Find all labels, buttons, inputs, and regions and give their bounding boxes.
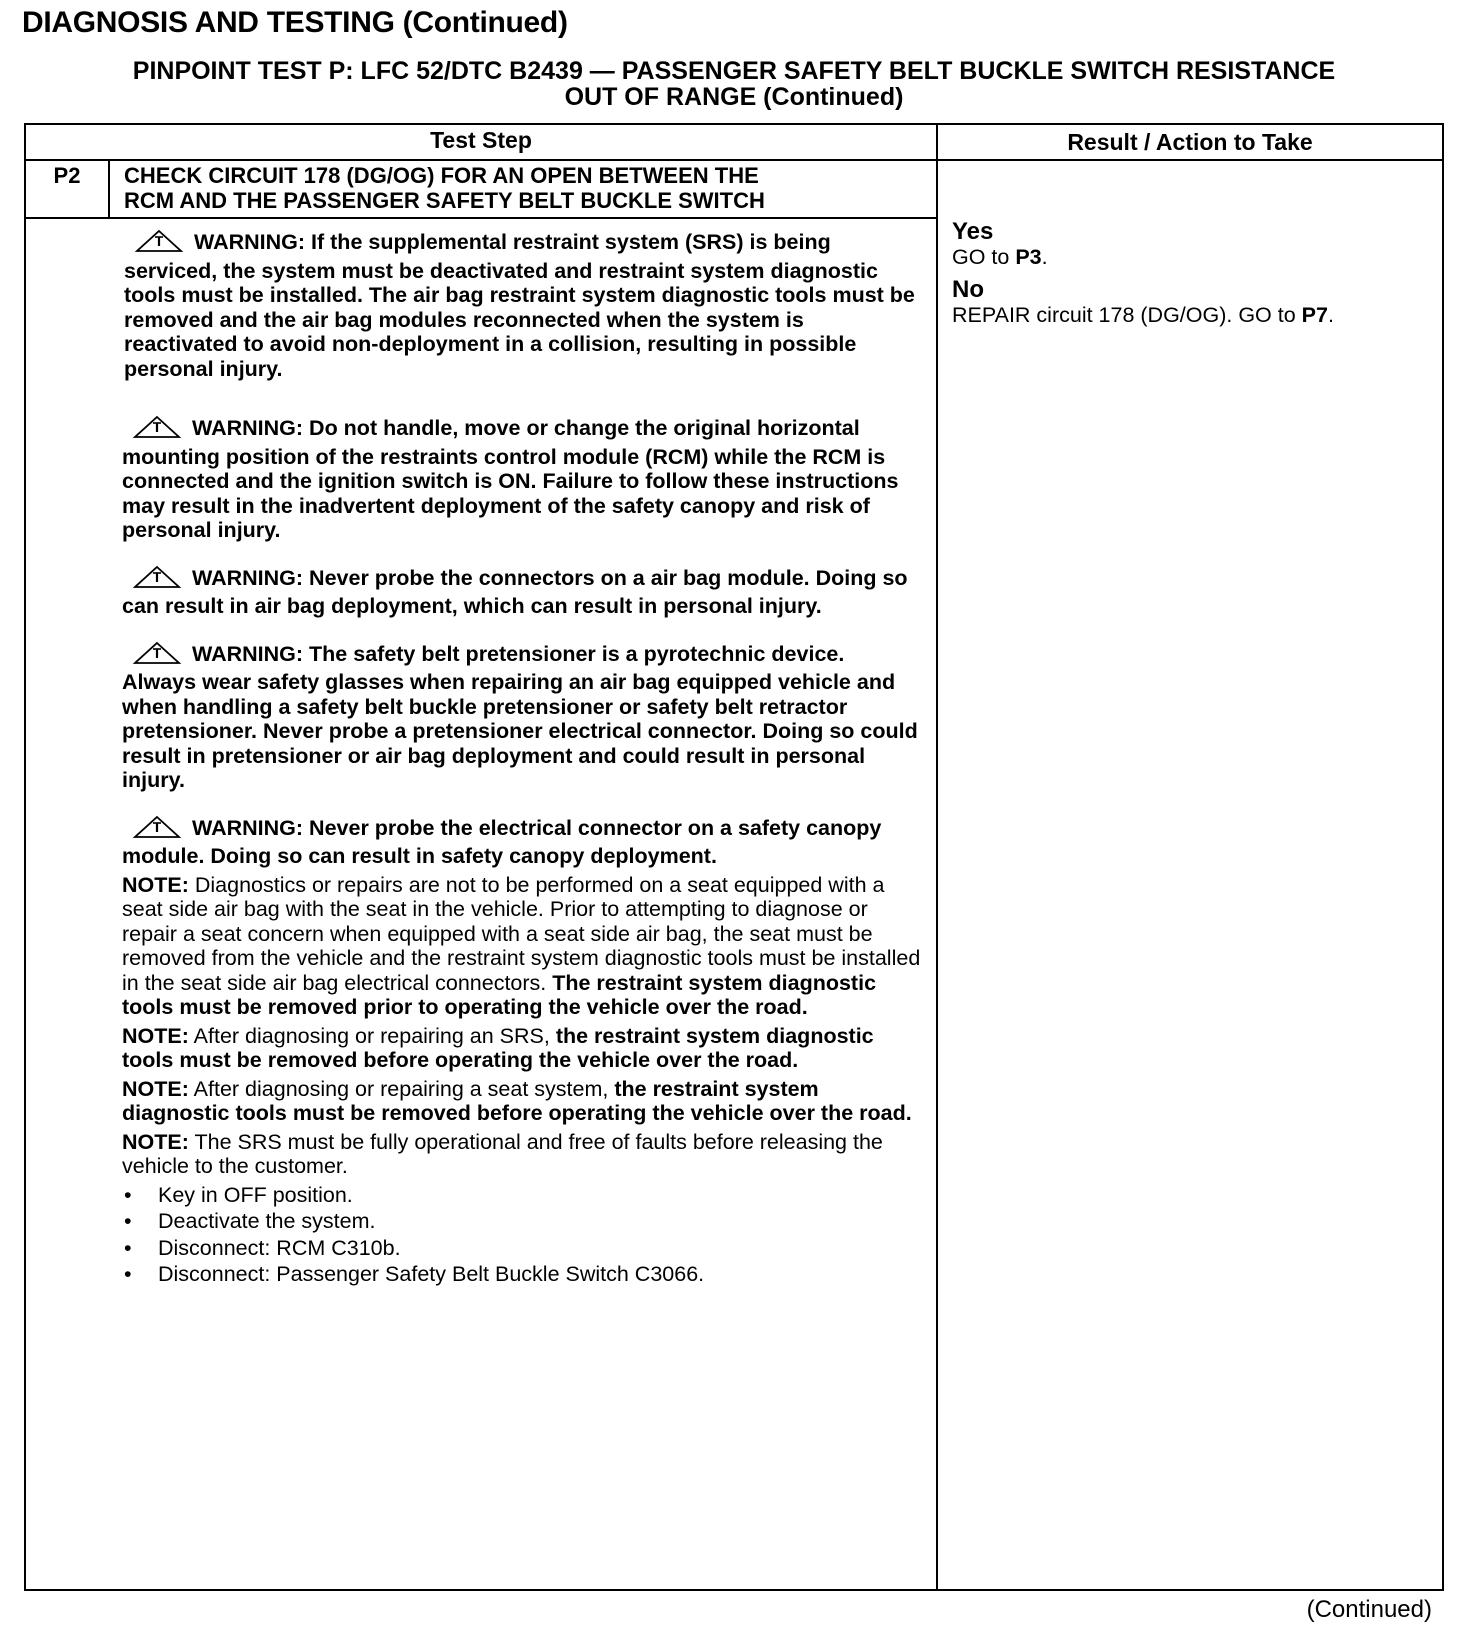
action-text: REPAIR circuit 178 (DG/OG). GO to (952, 303, 1302, 327)
header-test-step: Test Step (430, 127, 532, 153)
note-text: Diagnostics or repairs are not to be performed on a seat equipped with a seat side air bag with the seat in the vehicle. Prior to attempting to diagnose or repair a seat concern when equipped with a seat side air bag, the seat must be removed from the vehicle and the restraint system diagnostic tools must be installed in the seat side air bag electrical connectors. (122, 872, 921, 995)
list-item (122, 1262, 922, 1287)
table-header-row (26, 125, 1442, 161)
page-heading: DIAGNOSIS AND TESTING (Continued) (22, 6, 568, 39)
note-emphasis: The restraint system diagnostic tools must be removed prior to operating the vehicle over the road. (122, 970, 877, 1019)
result-no (952, 277, 1432, 327)
bullet: • (124, 1182, 132, 1207)
step-title-line-1: CHECK CIRCUIT 178 (DG/OG) FOR AN OPEN BETWEEN THE (124, 163, 759, 188)
warning-pretensioner (122, 641, 922, 793)
result-no-action (952, 303, 1432, 327)
list-item-text: Disconnect: RCM C310b. (158, 1235, 401, 1260)
bullet: • (124, 1235, 132, 1260)
test-title-line-1: PINPOINT TEST P: LFC 52/DTC B2439 — PASSENGER SAFETY BELT BUCKLE SWITCH RESISTANCE (132, 57, 1336, 85)
note-srs-operational (122, 1130, 922, 1179)
action-suffix: . (1327, 303, 1334, 327)
warning-text: WARNING: Do not handle, move or change the original horizontal mounting position of the restraints control module (RCM) while the RCM is connected and the ignition switch is ON. Failure to follow these instructions may result in the inadvertent deployment of the safety canopy and risk of personal injury. (122, 416, 899, 542)
note-emphasis: the restraint system diagnostic tools must be removed before operating the vehicle over the road. (122, 1076, 912, 1125)
note-label: NOTE: (122, 1023, 189, 1048)
action-suffix: . (1041, 245, 1048, 269)
step-link-p7[interactable]: P7 (1301, 303, 1328, 327)
warning-triangle-icon (132, 641, 182, 671)
note-label: NOTE: (122, 1076, 189, 1101)
warning-srs-service (122, 229, 922, 381)
note-text: After diagnosing or repairing an SRS, (188, 1023, 556, 1048)
step-title (124, 163, 924, 213)
note-seat-side-airbag (122, 873, 922, 1020)
note-emphasis: the restraint system diagnostic tools must be removed before operating the vehicle over the road. (122, 1023, 874, 1072)
step-title-line-2: RCM AND THE PASSENGER SAFETY BELT BUCKLE SWITCH (124, 188, 765, 213)
list-item (122, 1209, 922, 1234)
warning-text: WARNING: Never probe the electrical connector on a safety canopy module. Doing so can result in safety canopy deployment. (122, 815, 882, 868)
warning-text: WARNING: The safety belt pretensioner is a pyrotechnic device. Always wear safety glasses when repairing an air bag equipped vehicle and when handling a safety belt buckle pretensioner or safety belt retractor pretensioner. Never probe a pretensioner electrical connector. Doing so could result in pretensioner or air bag deployment and could result in personal injury. (122, 641, 918, 792)
step-body (122, 229, 922, 1289)
note-text: After diagnosing or repairing a seat system, (188, 1076, 615, 1101)
warning-safety-canopy (122, 815, 922, 869)
warning-triangle-icon (132, 565, 182, 595)
list-item (122, 1183, 922, 1208)
step-id: P2 (26, 159, 110, 217)
step-link-p3[interactable]: P3 (1015, 245, 1042, 269)
step-header-row (26, 159, 936, 219)
action-text: GO to (952, 245, 1016, 269)
warning-text: WARNING: Never probe the connectors on a air bag module. Doing so can result in air bag deployment, which can result in personal injury. (122, 565, 908, 618)
pinpoint-test-title (24, 58, 1444, 110)
result-yes-action (952, 245, 1432, 269)
note-after-srs (122, 1024, 922, 1073)
warning-rcm-mounting (122, 415, 922, 543)
procedure-steps (122, 1183, 922, 1287)
column-divider (936, 125, 938, 1589)
warning-triangle-icon (132, 415, 182, 445)
test-title-line-2: OUT OF RANGE (Continued) (564, 83, 904, 111)
note-label: NOTE: (122, 1129, 189, 1154)
pinpoint-test-table (24, 123, 1444, 1591)
result-yes (952, 219, 1432, 269)
result-action-column (952, 219, 1432, 327)
bullet: • (124, 1209, 132, 1233)
note-after-seat-system (122, 1077, 922, 1126)
warning-triangle-icon (132, 815, 182, 845)
list-item-text: Disconnect: Passenger Safety Belt Buckle Switch C3066. (158, 1262, 705, 1286)
continued-footer: (Continued) (1306, 1596, 1432, 1623)
bullet: • (124, 1262, 132, 1286)
header-result-action: Result / Action to Take (1067, 129, 1313, 155)
list-item-text: Deactivate the system. (158, 1209, 376, 1233)
list-item (122, 1236, 922, 1261)
list-item-text: Key in OFF position. (158, 1182, 353, 1207)
note-label: NOTE: (122, 872, 189, 897)
result-no-label: No (952, 276, 984, 303)
warning-triangle-icon (134, 229, 184, 259)
warning-airbag-connectors (122, 565, 922, 619)
note-text: The SRS must be fully operational and free of faults before releasing the vehicle to the customer. (122, 1129, 883, 1178)
result-yes-label: Yes (952, 218, 994, 245)
warning-text: WARNING: If the supplemental restraint system (SRS) is being serviced, the system must be deactivated and restraint system diagnostic tools must be installed. The air bag restraint system diagnostic tools must be removed and the air bag modules reconnected when the system is reactivated to avoid non-deployment in a collision, resulting in possible personal injury. (124, 230, 915, 381)
